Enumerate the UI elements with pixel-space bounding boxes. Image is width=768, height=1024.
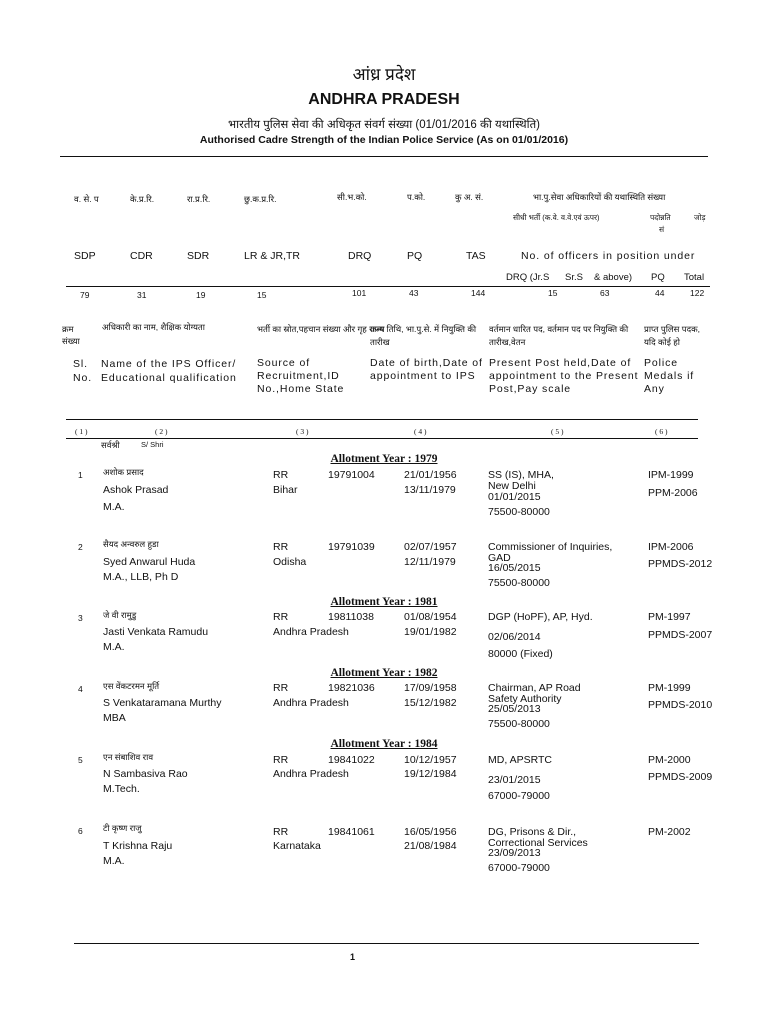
officer-home-state: Bihar [273, 484, 298, 496]
cadre-english-head: DRQ [348, 250, 372, 262]
officer-qualification: M.A. [103, 641, 125, 653]
officer-name: N Sambasiva Rao [103, 768, 188, 780]
col-english-name: Name of the IPS Officer/ Educational qualification [101, 358, 237, 384]
officer-medal: PPMDS-2009 [648, 771, 713, 783]
allotment-heading: Allotment Year : 1982 [330, 667, 438, 679]
officer-doa: 19/01/1982 [404, 626, 457, 638]
cadre-english-sub: DRQ (Jr.S [506, 272, 550, 283]
cadre-english-sub: Total [684, 272, 705, 283]
officer-doa: 12/11/1979 [404, 556, 456, 568]
officer-medal: PPMDS-2010 [648, 699, 713, 711]
header-divider [60, 156, 708, 157]
cadre-english-head: LR & JR,TR [244, 250, 301, 262]
cadre-english-head: PQ [407, 250, 423, 262]
cadre-hindi-sub: सीधी भर्ती (क.वे. व.वे.एवं ऊपर) [513, 213, 600, 222]
officer-id: 19811038 [328, 611, 374, 623]
officer-post-cont: Safety Authority [488, 693, 562, 705]
officer-home-state: Andhra Pradesh [273, 697, 349, 709]
officer-qualification: M.A., LLB, Ph D [103, 571, 179, 583]
officer-post-date: 16/05/2015 [488, 562, 541, 574]
officer-doa: 19/12/1984 [404, 768, 457, 780]
cadre-value: 79 [80, 290, 90, 300]
cadre-hindi-head: छु.क.प्र.रि. [244, 194, 277, 204]
cadre-hindi-head: सी.भ.को. [337, 192, 367, 202]
officer-medal: PM-1997 [648, 611, 691, 623]
officer-source: RR [273, 611, 289, 623]
cadre-divider [66, 286, 710, 287]
officer-medal: PPMDS-2012 [648, 558, 713, 570]
officer-qualification: M.A. [103, 855, 125, 867]
cadre-value: 15 [257, 290, 267, 300]
officer-sl: 2 [78, 542, 83, 552]
col-english-medals: Police Medals if Any [644, 357, 695, 395]
officer-qualification: M.A. [103, 501, 125, 513]
col-hindi-source: भर्ती का स्रोत,पहचान संख्या और गृह राज्य [257, 324, 385, 334]
officer-home-state: Andhra Pradesh [273, 768, 349, 780]
officer-name-hindi: एन संबाशिव राव [103, 752, 154, 762]
officer-pay-scale: 80000 (Fixed) [488, 648, 553, 660]
cadre-english-head: No. of officers in position under [521, 250, 696, 262]
officer-id: 19841061 [328, 826, 375, 838]
col-hindi-dob: जन्म तिथि, भा.पु.से. में नियुक्ति की तारीख [370, 324, 477, 347]
officer-source: RR [273, 682, 289, 694]
col-number: ( 4 ) [414, 427, 427, 436]
officer-id: 19841022 [328, 754, 375, 766]
officer-medal: IPM-1999 [648, 469, 694, 481]
officer-name-hindi: सैयद अन्वरुल हुडा [103, 539, 159, 549]
officer-name: Syed Anwarul Huda [103, 556, 196, 568]
officer-pay-scale: 67000-79000 [488, 790, 550, 802]
officer-name: T Krishna Raju [103, 840, 173, 852]
officer-pay-scale: 75500-80000 [488, 718, 550, 730]
shri-label-english: S/ Shri [141, 440, 164, 449]
col-hindi-post: वर्तमान धारित पद, वर्तमान पद पर नियुक्ति की तारीख,वेतन [489, 324, 629, 347]
cadre-value: 44 [655, 288, 665, 298]
officer-pay-scale: 75500-80000 [488, 577, 550, 589]
officer-medal: IPM-2006 [648, 541, 694, 553]
subtitle-hindi: भारतीय पुलिस सेवा की अधिकृत संवर्ग संख्या (01/01/2016 की यथास्थिति) [228, 119, 540, 131]
officer-post: DGP (HoPF), AP, Hyd. [488, 611, 593, 623]
officer-dob: 02/07/1957 [404, 541, 457, 553]
officer-qualification: MBA [103, 712, 126, 724]
officer-post-date: 23/01/2015 [488, 774, 541, 786]
officer-name: Ashok Prasad [103, 484, 169, 496]
officer-dob: 17/09/1958 [404, 682, 457, 694]
officer-medal: PM-1999 [648, 682, 691, 694]
col-hindi-sl: क्रम संख्या [62, 324, 80, 346]
officer-sl: 3 [78, 613, 83, 623]
cadre-hindi-head: रा.प्र.रि. [187, 194, 211, 204]
officer-doa: 13/11/1979 [404, 484, 456, 496]
col-english-post: Present Post held,Date of appointment to the Present Post,Pay scale [489, 357, 639, 395]
officer-name-hindi: एस वेंकटरमन मूर्ति [103, 681, 160, 691]
allotment-heading: Allotment Year : 1979 [330, 453, 438, 465]
officer-dob: 10/12/1957 [404, 754, 457, 766]
cadre-hindi-head: प.को. [407, 192, 426, 202]
officer-post-date: 23/09/2013 [488, 847, 541, 859]
col-english-sl: Sl. No. [73, 358, 93, 384]
cadre-english-head: SDR [187, 250, 210, 262]
cadre-value: 31 [137, 290, 147, 300]
title-english: ANDHRA PRADESH [308, 91, 460, 108]
officer-sl: 5 [78, 755, 83, 765]
officer-post: MD, APSRTC [488, 754, 552, 766]
cadre-value: 122 [690, 288, 705, 298]
cadre-english-sub: Sr.S [565, 272, 583, 283]
cadre-value: 43 [409, 288, 419, 298]
officer-post: Commissioner of Inquiries, [488, 541, 613, 553]
cadre-value: 101 [352, 288, 367, 298]
allotment-heading: Allotment Year : 1981 [330, 596, 438, 608]
shri-label-hindi: सर्वश्री [101, 440, 120, 450]
cadre-english-sub: & above) [594, 272, 633, 283]
officer-source: RR [273, 826, 289, 838]
cadre-hindi-head: व. से. प [74, 194, 99, 204]
col-english-dob: Date of birth,Date of appointment to IPS [370, 357, 483, 382]
cadre-english-head: TAS [466, 250, 486, 262]
page-number: 1 [350, 952, 356, 962]
officer-medal: PM-2000 [648, 754, 691, 766]
columns-divider [66, 419, 698, 420]
officer-home-state: Karnataka [273, 840, 321, 852]
title-hindi: आंध्र प्रदेश [352, 65, 416, 84]
col-number: ( 6 ) [655, 427, 668, 436]
officer-pay-scale: 75500-80000 [488, 506, 550, 518]
officer-doa: 15/12/1982 [404, 697, 457, 709]
col-number: ( 5 ) [551, 427, 564, 436]
cadre-hindi-sub: सं [659, 225, 665, 234]
officer-source: RR [273, 754, 289, 766]
officer-name: S Venkataramana Murthy [103, 697, 222, 709]
cadre-value: 63 [600, 288, 610, 298]
col-english-source: Source of Recruitment,ID No.,Home State [257, 357, 345, 395]
col-number: ( 1 ) [75, 427, 88, 436]
allotment-heading: Allotment Year : 1984 [330, 738, 438, 750]
officer-sl: 4 [78, 684, 83, 694]
footer-divider [74, 943, 699, 944]
officer-home-state: Odisha [273, 556, 307, 568]
officer-dob: 16/05/1956 [404, 826, 457, 838]
cadre-value: 19 [196, 290, 206, 300]
officer-post-date: 02/06/2014 [488, 631, 541, 643]
officer-name-hindi: टी कृष्ण राजु [103, 823, 142, 833]
officer-post-date: 01/01/2015 [488, 491, 541, 503]
col-number: ( 3 ) [296, 427, 309, 436]
officer-name-hindi: अशोक प्रसाद [103, 467, 144, 477]
officer-post-cont: New Delhi [488, 480, 536, 492]
officer-dob: 01/08/1954 [404, 611, 457, 623]
col-hindi-name: अधिकारी का नाम, शैक्षिक योग्यता [102, 322, 205, 332]
officer-source: RR [273, 469, 289, 481]
cadre-hindi-head: भा.पु.सेवा अधिकारियों की यथास्थिति संख्या [533, 192, 666, 202]
cadre-english-head: CDR [130, 250, 153, 262]
officer-id: 19821036 [328, 682, 375, 694]
officer-post-cont: GAD [488, 552, 511, 564]
officer-source: RR [273, 541, 289, 553]
officer-qualification: M.Tech. [103, 783, 140, 795]
cadre-english-head: SDP [74, 250, 96, 262]
officer-doa: 21/08/1984 [404, 840, 457, 852]
cadre-value: 15 [548, 288, 558, 298]
officer-medal: PM-2002 [648, 826, 691, 838]
officer-sl: 1 [78, 470, 83, 480]
officer-dob: 21/01/1956 [404, 469, 457, 481]
col-hindi-medals: प्राप्त पुलिस पदक, यदि कोई हो [644, 324, 700, 347]
officer-post: Chairman, AP Road [488, 682, 581, 694]
cadre-english-sub: PQ [651, 272, 665, 283]
subtitle-english: Authorised Cadre Strength of the Indian Police Service (As on 01/01/2016) [199, 134, 569, 146]
officer-pay-scale: 67000-79000 [488, 862, 550, 874]
officer-home-state: Andhra Pradesh [273, 626, 349, 638]
officer-post: SS (IS), MHA, [488, 469, 554, 481]
cadre-value: 144 [471, 288, 486, 298]
numbers-divider [66, 438, 698, 439]
cadre-hindi-head: कु अ. सं. [455, 192, 484, 202]
cadre-hindi-sub: जोड़ [694, 213, 706, 222]
officer-post: DG, Prisons & Dir., [488, 826, 577, 838]
officer-name-hindi: जे वी रामुडु [103, 610, 137, 620]
officer-medal: PPMDS-2007 [648, 629, 713, 641]
officer-post-date: 25/05/2013 [488, 703, 541, 715]
cadre-hindi-sub: पदोन्नति [650, 213, 671, 222]
officer-id: 19791004 [328, 469, 375, 481]
cadre-hindi-head: के.प्र.रि. [130, 194, 155, 204]
officer-sl: 6 [78, 826, 83, 836]
officer-post-cont: Correctional Services [488, 837, 588, 849]
officer-medal: PPM-2006 [648, 487, 698, 499]
officer-name: Jasti Venkata Ramudu [103, 626, 209, 638]
officer-id: 19791039 [328, 541, 375, 553]
col-number: ( 2 ) [155, 427, 168, 436]
